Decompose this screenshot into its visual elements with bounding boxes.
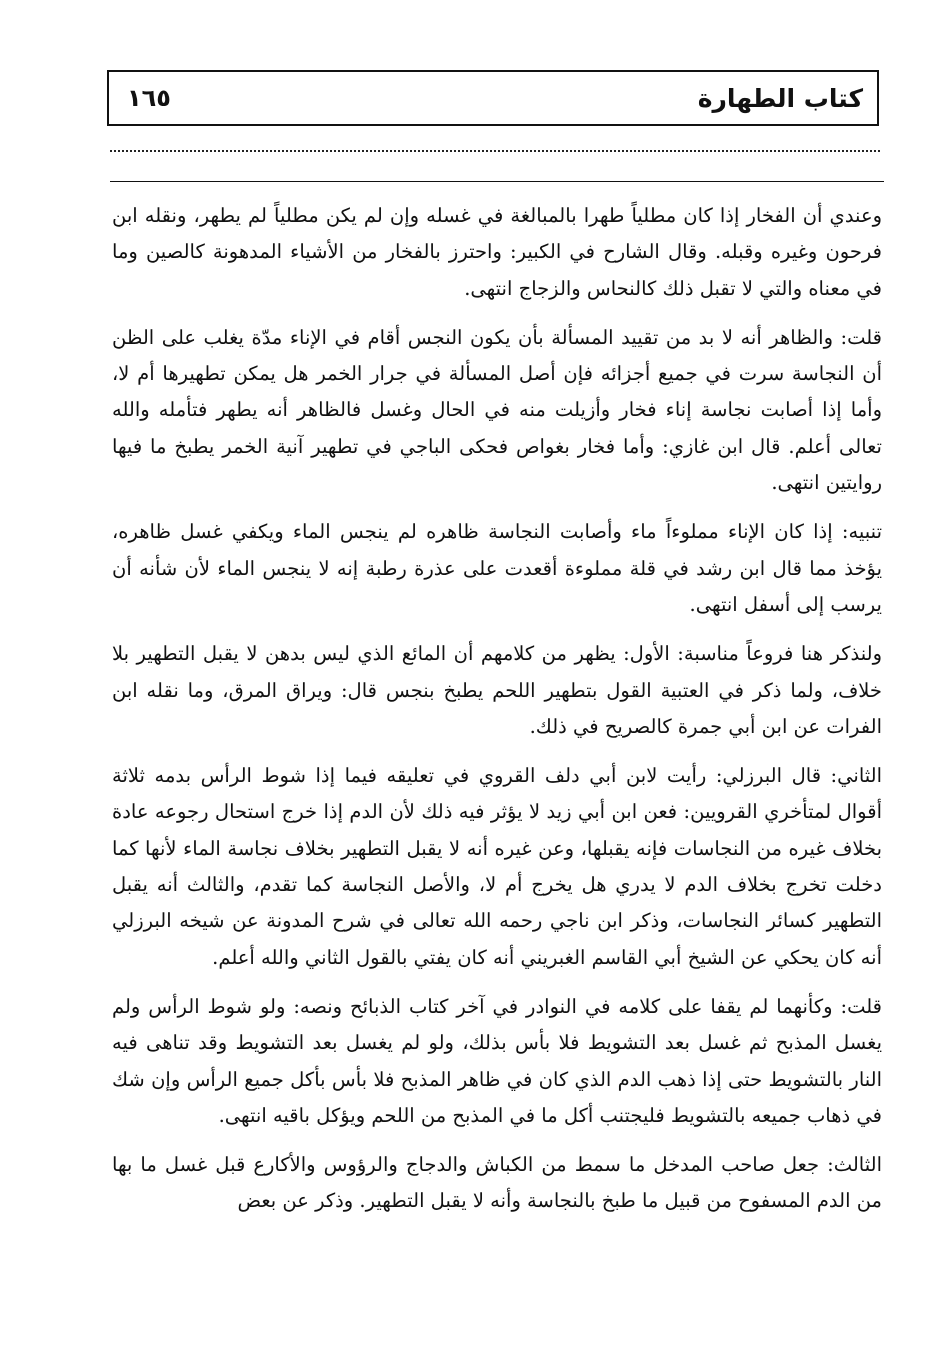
paragraph-7: الثالث: جعل صاحب المدخل ما سمط من الكباش والدجاج والرؤوس والأكارع قبل غسل ما بها من الدم المسفوح من قبيل ما طبخ بالنجاسة وأنه لا يقبل التطهير. وذكر عن بعض: [112, 1153, 882, 1213]
paragraph-6: قلت: وكأنهما لم يقفا على كلامه في النوادر في آخر كتاب الذبائح ونصه: ولو شوط الرأس ولم يغسل المذبح ثم غسل بعد التشويط فلا بأس بذلك، ولو لم يغسل بعد التشويط وقد تناهى فيه النار بالتشويط حتى إذا ذهب الدم الذي كان في ظاهر المذبح فلا بأس بأكل جميع الرأس وإن شك في ذهاب جميعه بالتشويط فليجتنب أكل ما في المذبح من اللحم ويؤكل باقيه انتهى.: [112, 994, 882, 1127]
page-number: ١٦٥: [127, 84, 171, 112]
paragraph-5: الثاني: قال البرزلي: رأيت لابن أبي دلف القروي في تعليقه فيما إذا شوط الرأس بدمه ثلاثة أقوال لمتأخري القرويين: فعن ابن أبي زيد لا يؤثر فيه ذلك لأن الدم إذا خرج استحال رجوعه عادة بخلاف غيره من النجاسات فإنه يقبلها، وعن غيره أنه لا يقبل التطهير بخلاف نجاسة الماء لأنها كما دخلت تخرج بخلاف الدم لا يدري هل يخرج أم لا، والأصل النجاسة كما تقدم، والثالث أنه يقبل التطهير كسائر النجاسات، وذكر ابن ناجي رحمه الله تعالى في شرح المدونة عن شيخه البرزلي أنه كان يحكي عن الشيخ أبي القاسم الغبريني أنه كان يفتي بالقول الثاني والله أعلم.: [112, 764, 882, 969]
paragraph-2: قلت: والظاهر أنه لا بد من تقييد المسألة بأن يكون النجس أقام في الإناء مدّة يغلب على الظن أن النجاسة سرت في جميع أجزائه فإن أصل المسألة في جرار الخمر هل يمكن تطهيرها أم لا، وأما إذا أصابت نجاسة إناء فخار وأزيلت منه في الحال وغسل فالظاهر أنه يطهر فتأمله والله تعالى أعلم. قال ابن غازي: وأما فخار بغواص فحكى الباجي في تطهير آنية الخمر يطبخ ما فيها روايتين انتهى.: [112, 325, 882, 495]
paragraph-4: ولنذكر هنا فروعاً مناسبة: الأول: يظهر من كلامهم أن المائع الذي ليس بدهن لا يقبل التطهير بلا خلاف، ولما ذكر في العتبية القول بتطهير اللحم يطبخ بنجس قال: ويراق المرق، وما نقله ابن الفرات عن ابن أبي جمرة كالصريح في ذلك.: [112, 642, 882, 738]
body-text: [112, 198, 882, 1233]
header-rule: [110, 181, 884, 182]
running-header: [107, 70, 879, 126]
book-title: كتاب الطهارة: [697, 83, 863, 113]
dotted-separator: [110, 150, 880, 152]
paragraph-3: تنبيه: إذا كان الإناء مملوءاً ماء وأصابت النجاسة ظاهره لم ينجس الماء ويكفي غسل ظاهره، يؤخذ مما قال ابن رشد في قلة مملوءة أقعدت على عذرة رطبة إنه لا ينجس الماء لأن شأنه أن يرسب إلى أسفل انتهى.: [112, 520, 882, 616]
paragraph-1: وعندي أن الفخار إذا كان مطلياً طهرا بالمبالغة في غسله وإن لم يكن مطلياً لم يطهر، ونقله ابن فرحون وغيره وقبله. وقال الشارح في الكبير: واحترز بالفخار من الأشياء المدهونة كالصين وما في معناه والتي لا تقبل ذلك كالنحاس والزجاج انتهى.: [112, 204, 882, 300]
